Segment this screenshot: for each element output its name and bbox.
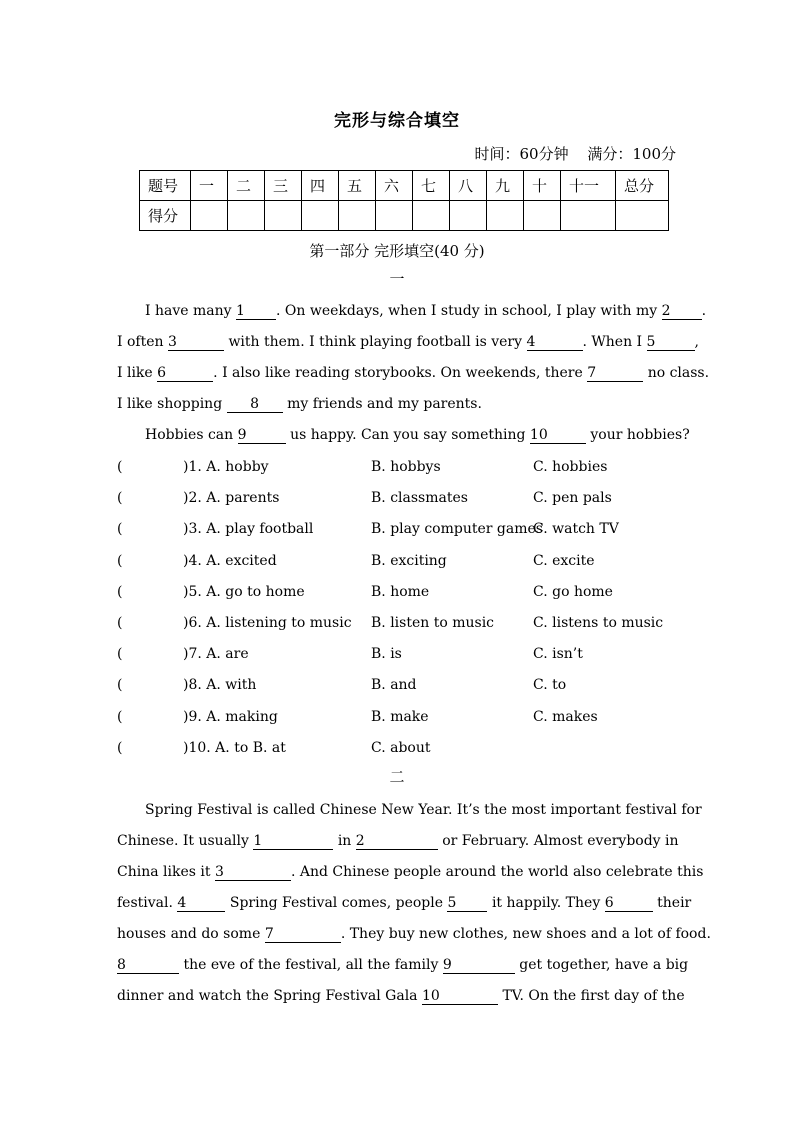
- passage-line: [117, 327, 699, 358]
- score-cell[interactable]: [413, 201, 450, 231]
- text: . On weekdays, when I study in school, I play with my: [276, 303, 658, 319]
- score-cell[interactable]: [228, 201, 265, 231]
- text: get together, have a big: [519, 957, 689, 973]
- header-cell: 一: [191, 171, 228, 201]
- exam-meta: [460, 143, 676, 164]
- option-a: )4. A. excited: [183, 552, 277, 569]
- header-cell: 总分: [616, 171, 669, 201]
- option-c: C. pen pals: [533, 490, 612, 507]
- answer-paren[interactable]: (: [117, 552, 123, 569]
- option-a: )10. A. to B. at: [183, 739, 286, 756]
- header-cell: 四: [302, 171, 339, 201]
- option-b: B. is: [371, 646, 402, 663]
- text: Hobbies can: [145, 427, 234, 443]
- answer-paren[interactable]: (: [117, 739, 123, 756]
- text: TV. On the first day of the: [502, 988, 685, 1004]
- question-row: [117, 514, 697, 545]
- header-cell: 二: [228, 171, 265, 201]
- header-cell: 八: [450, 171, 487, 201]
- blank[interactable]: 1: [236, 303, 276, 320]
- option-a: )3. A. play football: [183, 521, 314, 538]
- text: my friends and my parents.: [287, 396, 482, 412]
- option-b: B. make: [371, 708, 429, 725]
- blank[interactable]: 4: [177, 895, 225, 912]
- option-a: )7. A. are: [183, 646, 249, 663]
- question-row: [117, 608, 697, 639]
- question-row: [117, 546, 697, 577]
- blank[interactable]: 3: [215, 864, 291, 881]
- blank[interactable]: 8: [227, 396, 283, 413]
- option-b: B. listen to music: [371, 614, 495, 631]
- score-cell[interactable]: [524, 201, 561, 231]
- header-cell: 五: [339, 171, 376, 201]
- header-cell: 六: [376, 171, 413, 201]
- score-cell[interactable]: [487, 201, 524, 231]
- text: houses and do some: [117, 926, 261, 942]
- text: your hobbies?: [590, 427, 690, 443]
- question-row: [117, 483, 697, 514]
- text: Spring Festival comes, people: [229, 895, 444, 911]
- blank[interactable]: 5: [447, 895, 487, 912]
- score-cell[interactable]: [450, 201, 487, 231]
- option-a: )2. A. parents: [183, 490, 280, 507]
- score-cell[interactable]: [339, 201, 376, 231]
- text: the eve of the festival, all the family: [183, 957, 439, 973]
- blank[interactable]: 7: [265, 926, 341, 943]
- option-a: )5. A. go to home: [183, 583, 305, 600]
- option-c: C. excite: [533, 552, 595, 569]
- blank[interactable]: 4: [527, 334, 583, 351]
- option-b: B. and: [371, 677, 417, 694]
- text: . When I: [582, 334, 643, 350]
- row-label: 得分: [140, 201, 191, 231]
- passage-line: Spring Festival is called Chinese New Year. It’s the most important festival for: [145, 802, 702, 818]
- section-number: 二: [389, 768, 405, 786]
- option-a: )1. A. hobby: [183, 459, 269, 475]
- passage-line: [117, 389, 677, 420]
- blank[interactable]: 9: [238, 427, 286, 444]
- answer-paren[interactable]: (: [117, 490, 123, 507]
- answer-paren[interactable]: (: [117, 614, 123, 631]
- option-b: B. play computer games: [371, 521, 543, 538]
- passage-line: [117, 857, 704, 888]
- blank[interactable]: 2: [662, 303, 702, 320]
- score-table-header-row: [140, 171, 669, 201]
- score-cell[interactable]: [191, 201, 228, 231]
- passage-line: [117, 358, 710, 389]
- text: festival.: [117, 895, 173, 911]
- passage-line: [117, 296, 707, 327]
- blank[interactable]: 2: [356, 833, 438, 850]
- header-cell: 三: [265, 171, 302, 201]
- blank[interactable]: 10: [422, 988, 498, 1005]
- question-row: [117, 639, 697, 670]
- option-c: C. watch TV: [533, 521, 619, 538]
- text: ,: [694, 334, 699, 350]
- answer-paren[interactable]: (: [117, 677, 123, 694]
- header-cell: 七: [413, 171, 450, 201]
- score-table-score-row: [140, 201, 669, 231]
- passage-line: [117, 919, 711, 950]
- score-cell[interactable]: [302, 201, 339, 231]
- text: it happily. They: [491, 895, 601, 911]
- options-list: [117, 452, 697, 764]
- passage-line: [117, 420, 690, 451]
- option-c: C. makes: [533, 708, 598, 725]
- passage-two: [117, 795, 711, 1012]
- answer-paren[interactable]: (: [117, 459, 123, 475]
- header-cell: 十一: [561, 171, 616, 201]
- blank[interactable]: 8: [117, 957, 179, 974]
- question-row: [117, 452, 697, 483]
- option-a: )8. A. with: [183, 677, 257, 694]
- text: I like: [117, 365, 153, 381]
- blank[interactable]: 6: [157, 365, 213, 382]
- score-cell[interactable]: [561, 201, 616, 231]
- option-b: B. exciting: [371, 552, 447, 569]
- answer-paren[interactable]: (: [117, 583, 123, 600]
- text: in: [337, 833, 352, 849]
- blank[interactable]: 1: [253, 833, 333, 850]
- answer-paren[interactable]: (: [117, 646, 123, 663]
- header-cell: 十: [524, 171, 561, 201]
- text: . And Chinese people around the world also celebrate this: [290, 864, 704, 880]
- option-c: C. about: [371, 739, 431, 756]
- passage-line: [117, 981, 685, 1012]
- option-b: B. hobbys: [371, 459, 441, 475]
- option-a: )6. A. listening to music: [183, 614, 352, 631]
- time-limit: 时间：60分钟: [474, 145, 569, 163]
- full-score: 满分：100分: [587, 145, 676, 163]
- text: . I also like reading storybooks. On weekends, there: [213, 365, 583, 381]
- text: I like shopping: [117, 396, 223, 412]
- text: dinner and watch the Spring Festival Gala: [117, 988, 418, 1004]
- question-row: [117, 577, 697, 608]
- text: no class.: [647, 365, 710, 381]
- question-row: [117, 702, 697, 733]
- option-c: C. go home: [533, 583, 613, 600]
- option-c: C. hobbies: [533, 459, 608, 475]
- passage-one: [117, 296, 710, 451]
- text: I have many: [145, 303, 232, 319]
- option-b: B. classmates: [371, 490, 468, 507]
- answer-paren[interactable]: (: [117, 521, 123, 538]
- score-table: [139, 170, 669, 231]
- question-row: [117, 670, 697, 701]
- blank[interactable]: 9: [443, 957, 515, 974]
- passage-line: [117, 826, 677, 857]
- option-c: C. listens to music: [533, 614, 664, 631]
- blank[interactable]: 5: [647, 334, 695, 351]
- score-cell[interactable]: [265, 201, 302, 231]
- text: . They buy new clothes, new shoes and a lot of food.: [340, 926, 711, 942]
- section-number: 一: [389, 270, 405, 288]
- blank[interactable]: 7: [587, 365, 643, 382]
- score-cell[interactable]: [616, 201, 669, 231]
- text: China likes it: [117, 864, 211, 880]
- text: their: [657, 895, 692, 911]
- option-c: C. isn’t: [533, 646, 583, 663]
- text: or February. Almost everybody in: [442, 833, 679, 849]
- passage-line: [117, 950, 689, 981]
- question-row: [117, 733, 697, 764]
- header-cell: 题号: [140, 171, 191, 201]
- page-title: 完形与综合填空: [334, 111, 460, 131]
- text: Chinese. It usually: [117, 833, 249, 849]
- text: .: [701, 303, 707, 319]
- text: with them. I think playing football is very: [228, 334, 523, 350]
- option-a: )9. A. making: [183, 708, 278, 725]
- blank[interactable]: 10: [530, 427, 586, 444]
- blank[interactable]: 6: [605, 895, 653, 912]
- text: us happy. Can you say something: [290, 427, 526, 443]
- answer-paren[interactable]: (: [117, 708, 123, 725]
- blank[interactable]: 3: [168, 334, 224, 351]
- text: I often: [117, 334, 164, 350]
- part-title: 第一部分 完形填空(40 分): [309, 242, 485, 260]
- option-c: C. to: [533, 677, 567, 694]
- passage-line: [117, 888, 692, 919]
- header-cell: 九: [487, 171, 524, 201]
- score-cell[interactable]: [376, 201, 413, 231]
- option-b: B. home: [371, 583, 430, 600]
